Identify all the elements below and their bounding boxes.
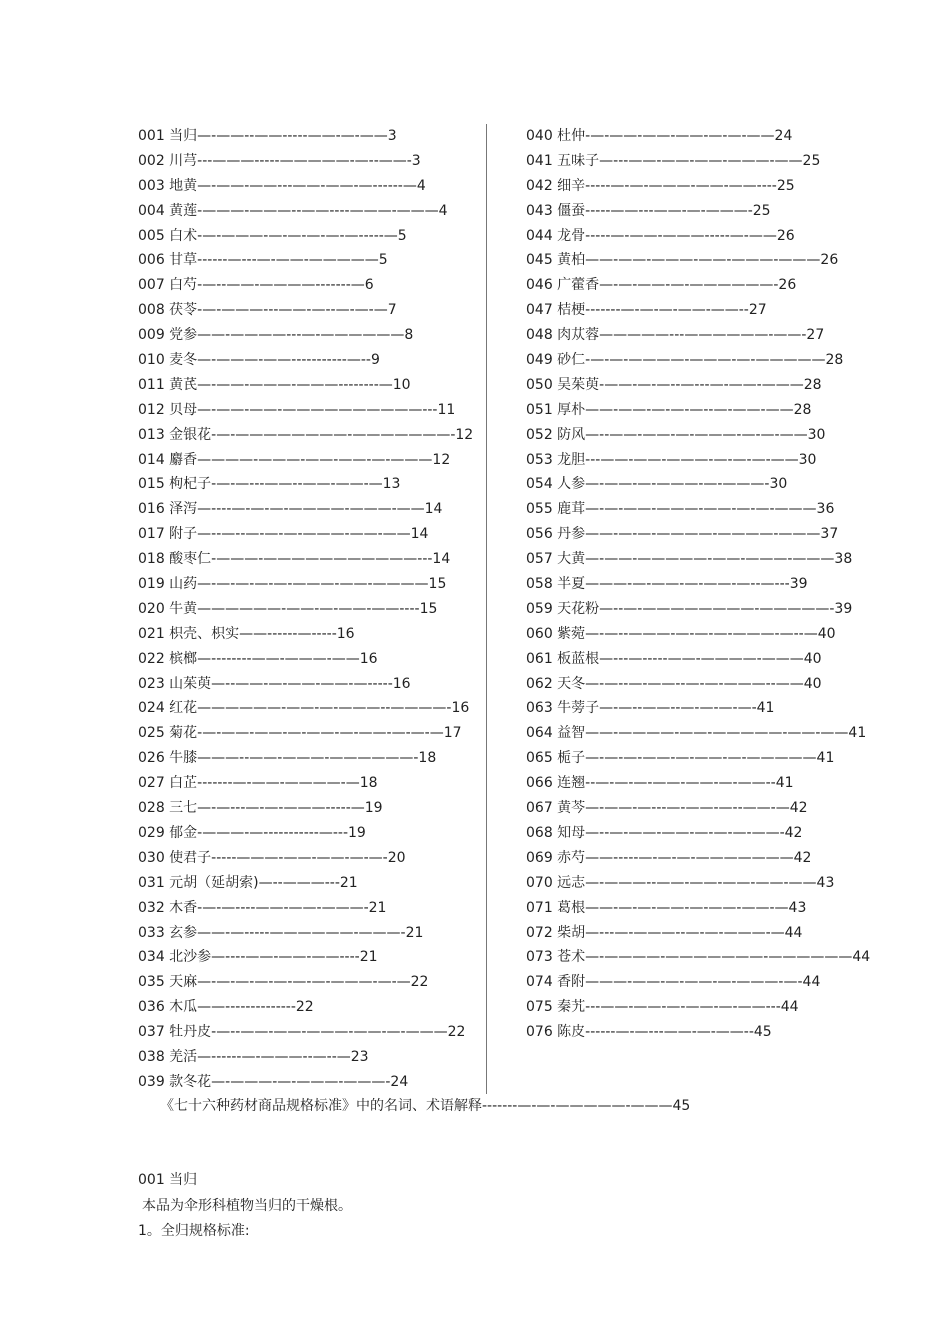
toc-entry[interactable]: 017 附子—--—--—-—-—-———-——-——14	[138, 526, 429, 543]
toc-entry[interactable]: 041 五味子—---——-——-——-———-——25	[526, 152, 821, 169]
toc-entry[interactable]: 063 牛蒡子—-—--——--—-—-—-—-41	[526, 700, 775, 717]
toc-entry[interactable]: 018 酸枣仁-———-———————————---14	[138, 551, 451, 568]
toc-entry[interactable]: 066 连翘--—-—-—-——-——-—-——--41	[526, 775, 794, 792]
toc-entry[interactable]: 061 板蓝根—---—-----——-————-———40	[526, 650, 822, 667]
toc-entry[interactable]: 057 大黄—-——-—————-——-———-———38	[526, 551, 853, 568]
toc-entry[interactable]: 022 槟榔—--------——-———-——16	[138, 650, 378, 667]
toc-entry[interactable]: 074 香附———-——-—-——-—-———-—-44	[526, 974, 821, 991]
toc-entry[interactable]: 005 白术-—-———-—-—-—-—-—-----—5	[138, 227, 407, 244]
toc-entry[interactable]: 028 三七—-—---—-—-———-----—19	[138, 800, 383, 817]
toc-terminology-entry[interactable]: 《七十六种药材商品规格标准》中的名词、术语解释-------—-—-—————-———45	[160, 1098, 691, 1114]
toc-entry[interactable]: 023 山茱萸—--——-—-——-——-—-----16	[138, 675, 411, 692]
toc-entry[interactable]: 034 北沙参—----——-——-——----21	[138, 949, 378, 966]
toc-entry[interactable]: 049 砂仁-—-—-————-———-—-—————28	[526, 352, 844, 369]
toc-entry[interactable]: 044 龙骨-----—-——-———-----—-——26	[526, 227, 795, 244]
toc-entry[interactable]: 026 牛膝———--——-———-——————-18	[138, 750, 437, 767]
toc-entry[interactable]: 013 金银花-—-————————-———————-12	[138, 426, 474, 443]
toc-entry[interactable]: 033 玄参——-—-----——————-———-21	[138, 924, 424, 941]
toc-entry[interactable]: 027 白芷-------—-——-————-—18	[138, 775, 378, 792]
section-intro: 本品为伞形科植物当归的干燥根。	[142, 1198, 352, 1214]
toc-entry[interactable]: 070 远志—-———--——-——-——-——-——43	[526, 874, 835, 891]
toc-entry[interactable]: 001 当归—-——--——-----——-—-——3	[138, 128, 397, 144]
toc-entry[interactable]: 004 黄莲-———-———--——----———-———4	[138, 202, 448, 219]
toc-entry[interactable]: 055 鹿茸—-—-——-———-——-—-—-———36	[526, 501, 835, 518]
toc-entry[interactable]: 039 款冬花—-———-—-———-———-24	[138, 1073, 409, 1090]
toc-entry[interactable]: 072 柴胡—---—-———--—-—-———-—44	[526, 924, 803, 941]
toc-entry[interactable]: 016 泽泻—----—-—-—-————-———-——14	[138, 501, 443, 518]
toc-entry[interactable]: 053 龙胆---——-——-———-—-—-—-——30	[526, 451, 817, 468]
toc-entry[interactable]: 020 牛黄——————-——-—-——-——----15	[138, 600, 438, 617]
toc-entry[interactable]: 071 葛根——-—-—-——-—-——-——-—43	[526, 899, 807, 916]
toc-entry[interactable]: 024 红花——————-——-—-———--————-16	[138, 700, 470, 717]
toc-entry[interactable]: 006 甘草------—---—-——-—————5	[138, 252, 388, 269]
toc-entry[interactable]: 007 白芍-—--——-————-------—6	[138, 277, 374, 294]
toc-entry[interactable]: 042 细辛-----—-—-———-——-——----25	[526, 177, 795, 194]
toc-entry[interactable]: 060 紫菀—-—--———-—-—-—-———-—--—40	[526, 625, 836, 642]
toc-entry[interactable]: 075 秦艽---——-——-—-——-—-——---44	[526, 999, 799, 1016]
toc-entry[interactable]: 012 贝母—-——-——-——————————---11	[138, 401, 456, 418]
toc-entry[interactable]: 014 麝香————-———-——-——-—-———12	[138, 451, 451, 468]
toc-entry[interactable]: 050 吴茱萸-——-—-—--—---—-——-———28	[526, 376, 822, 393]
toc-entry[interactable]: 045 黄柏——-——-———-——-———-———26	[526, 252, 839, 269]
toc-entry[interactable]: 048 肉苁蓉—————---——————-——-27	[526, 327, 825, 344]
toc-entry[interactable]: 037 牡丹皮-—--——-——-———-——-—-———22	[138, 1024, 466, 1041]
toc-entry[interactable]: 025 菊花-—-——-——-—-——-—-——-—-—-—17	[138, 725, 462, 742]
toc-entry[interactable]: 043 僵蚕-----——---——-—-———-25	[526, 202, 771, 219]
toc-entry[interactable]: 002 川芎---———-----—————-—--——-3	[138, 152, 421, 169]
toc-entry[interactable]: 035 天麻—-—-—-—-—-—-—-———-—-—22	[138, 974, 429, 991]
toc-entry[interactable]: 011 黄芪—-——-———-———--------—10	[138, 376, 411, 393]
toc-entry[interactable]: 065 栀子—-—-—-——-—-——-—-—————41	[526, 750, 835, 767]
toc-left-column	[138, 124, 473, 1095]
toc-entry[interactable]: 059 天花粉—--—-————————-—————-39	[526, 600, 853, 617]
toc-entry[interactable]: 010 麦冬—-———-——-----------—--9	[138, 352, 380, 369]
toc-entry[interactable]: 068 知母—--—-——-——-—-—-—-——-42	[526, 824, 803, 841]
spec-subheading: 1。全归规格标准:	[138, 1223, 250, 1239]
section-heading: 001 当归	[138, 1172, 198, 1188]
toc-entry[interactable]: 040 杜仲-—-——-——-——-—-—-——24	[526, 128, 793, 144]
toc-entry[interactable]: 003 地黄—-——-——---——-——-—------—4	[138, 177, 426, 194]
toc-entry[interactable]: 019 山药—-—-—-—-—-———-——-————15	[138, 576, 447, 593]
toc-entry[interactable]: 030 使君子-----———-——-——-—-—-20	[138, 849, 406, 866]
toc-entry[interactable]: 062 天冬—-—--—-——--—-—-———--——40	[526, 675, 822, 692]
toc-entry[interactable]: 036 木瓜——--------------22	[138, 999, 314, 1016]
toc-entry[interactable]: 076 陈皮------—-—---——-—-——--45	[526, 1024, 772, 1041]
toc-entry[interactable]: 052 防风—--——-——-—-———-—-—-——30	[526, 426, 826, 443]
toc-entry[interactable]: 032 木香-—-—----——-——-———-21	[138, 899, 387, 916]
toc-entry[interactable]: 029 郁金-———-—-----------—---19	[138, 824, 366, 841]
toc-entry[interactable]: 009 党参——-————---—-——————8	[138, 327, 414, 344]
toc-entry[interactable]: 015 枸杞子-—-—---——--——-——-—13	[138, 476, 401, 493]
toc-right-column	[526, 124, 870, 1045]
toc-entry[interactable]: 051 厚朴——-——-—-—-—--—-——-——28	[526, 401, 812, 418]
toc-entry[interactable]: 047 桔梗-------—-—-—-——-——--27	[526, 302, 767, 319]
toc-entry[interactable]: 046 广藿香—-—-——-—-——————-26	[526, 277, 797, 294]
toc-entry[interactable]: 069 赤芍——-----—-—-—-———————42	[526, 849, 812, 866]
toc-entry[interactable]: 073 苍术—-————-———————-——————44	[526, 949, 871, 966]
toc-entry[interactable]: 058 半夏———-—-——-—-——-—--—---39	[526, 576, 808, 593]
toc-entry[interactable]: 054 人参—-——-—-———-—-———-30	[526, 476, 788, 493]
toc-entry[interactable]: 056 丹参——-—-—-————-————-———37	[526, 526, 839, 543]
toc-entry[interactable]: 067 黄芩—-——-—---—-——-—--——-—42	[526, 800, 808, 817]
toc-entry[interactable]: 038 羌活—------—-———--—--—23	[138, 1048, 369, 1065]
toc-entry[interactable]: 021 枳壳、枳实——------—-----16	[138, 625, 355, 642]
toc-entry[interactable]: 031 元胡（延胡索)—--———---21	[138, 874, 358, 891]
toc-entry[interactable]: 064 益智——-————-——-—————-——-——41	[526, 725, 867, 742]
column-divider	[486, 124, 487, 1094]
toc-entry[interactable]: 008 茯苓-—-———---——-—--—-—-—7	[138, 302, 397, 319]
